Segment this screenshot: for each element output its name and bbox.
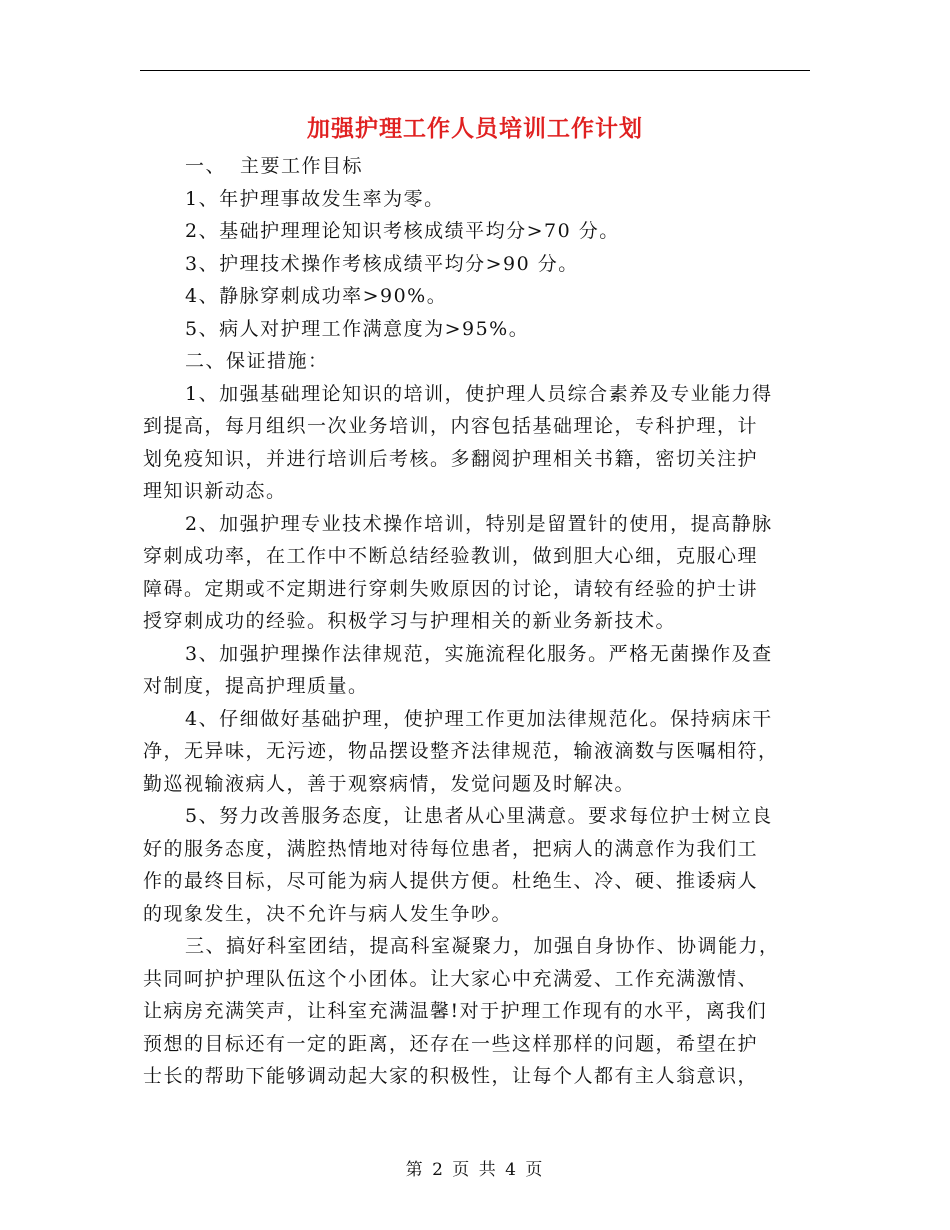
- paragraph-line: 到提高，每月组织一次业务培训，内容包括基础理论，专科护理，计: [143, 415, 759, 437]
- measure-paragraph-4: [143, 703, 811, 801]
- measure-paragraph-3: [143, 638, 811, 703]
- paragraph-line: 穿刺成功率，在工作中不断总结经验教训，做到胆大心细，克服心理: [143, 545, 759, 567]
- section-title: 主要工作目标: [240, 155, 364, 177]
- paragraph-line: 障碍。定期或不定期进行穿刺失败原因的讨论，请较有经验的护士讲: [143, 577, 759, 600]
- paragraph-line: 2、加强护理专业技术操作培训，特别是留置针的使用，提高静脉: [185, 512, 773, 535]
- section-paragraph-3: [143, 930, 811, 1093]
- paragraph-line: 预想的目标还有一定的距离，还存在一些这样那样的问题，希望在护: [143, 1032, 759, 1055]
- paragraph-line: 三、搞好科室团结，提高科室凝聚力，加强自身协作、协调能力，: [185, 935, 780, 957]
- paragraph-line: 授穿刺成功的经验。积极学习与护理相关的新业务新技术。: [143, 610, 677, 632]
- header-rule: [140, 70, 810, 71]
- goal-item: 5、病人对护理工作满意度为>95%。: [185, 317, 530, 340]
- goal-item: 1、年护理事故发生率为零。: [185, 187, 445, 210]
- section-number: 一、: [185, 155, 227, 177]
- section-heading-measures: 二、保证措施：: [185, 350, 329, 372]
- paragraph-line: 好的服务态度，满腔热情地对待每位患者，把病人的满意作为我们工: [143, 837, 759, 860]
- paragraph-line: 5、努力改善服务态度，让患者从心里满意。要求每位护士树立良: [185, 805, 773, 827]
- measure-paragraph-1: [143, 378, 811, 508]
- paragraph-line: 的现象发生，决不允许与病人发生争吵。: [143, 902, 513, 925]
- paragraph-line: 让病房充满笑声，让科室充满温馨!对于护理工作现有的水平，离我们: [143, 1000, 768, 1022]
- document-title: 加强护理工作人员培训工作计划: [307, 116, 643, 142]
- section-heading-goals: [143, 150, 811, 183]
- paragraph-line: 3、加强护理操作法律规范，实施流程化服务。严格无菌操作及查: [185, 642, 773, 665]
- measure-paragraph-5: [143, 800, 811, 930]
- paragraph-line: 4、仔细做好基础护理，使护理工作更加法律规范化。保持病床干: [185, 707, 773, 730]
- paragraph-line: 士长的帮助下能够调动起大家的积极性，让每个人都有主人翁意识，: [143, 1065, 759, 1087]
- paragraph-line: 1、加强基础理论知识的培训，使护理人员综合素养及专业能力得: [185, 382, 773, 405]
- document-body: [143, 150, 811, 1093]
- paragraph-line: 共同呵护护理队伍这个小团体。让大家心中充满爱、工作充满激情、: [143, 967, 759, 990]
- page-number-footer: 第 2 页 共 4 页: [405, 1160, 545, 1180]
- paragraph-line: 划免疫知识，并进行培训后考核。多翻阅护理相关书籍，密切关注护: [143, 447, 759, 470]
- goal-item: 3、护理技术操作考核成绩平均分>90 分。: [185, 252, 579, 275]
- measure-paragraph-2: [143, 508, 811, 638]
- goal-item: 4、静脉穿刺成功率>90%。: [185, 285, 448, 307]
- paragraph-line: 理知识新动态。: [143, 480, 287, 502]
- goal-item: 2、基础护理理论知识考核成绩平均分>70 分。: [185, 220, 620, 242]
- paragraph-line: 对制度，提高护理质量。: [143, 675, 369, 697]
- paragraph-line: 净，无异味，无污迹，物品摆设整齐法律规范，输液滴数与医嘱相符，: [143, 740, 779, 762]
- paragraph-line: 作的最终目标，尽可能为病人提供方便。杜绝生、冷、硬、推诿病人: [143, 870, 759, 892]
- paragraph-line: 勤巡视输液病人，善于观察病情，发觉问题及时解决。: [143, 772, 636, 795]
